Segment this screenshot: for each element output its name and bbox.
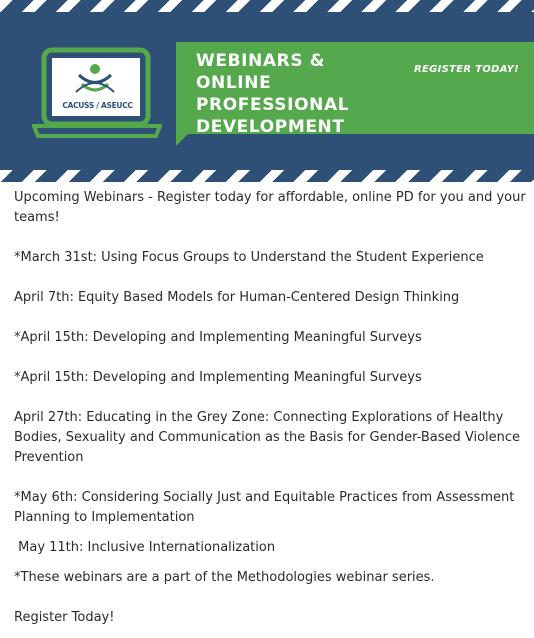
post-body [14, 188, 526, 628]
title-panel-notch [176, 134, 188, 146]
webinar-item: *April 15th: Developing and Implementing Meaningful Surveys [14, 370, 422, 385]
closing-text: Register Today! [14, 610, 115, 625]
series-note: *These webinars are a part of the Methodologies webinar series. [14, 570, 435, 585]
webinar-item: *March 31st: Using Focus Groups to Understand the Student Experience [14, 250, 484, 265]
webinar-item: April 27th: Educating in the Grey Zone: Connecting Explorations of Healthy Bodies, Sexuality and Communication as the Basis for Gender-Based Violence Prevention [14, 410, 521, 465]
webinar-item: May 11th: Inclusive Internationalization [14, 540, 276, 555]
banner-title [196, 50, 396, 138]
banner-title-line-1: WEBINARS & ONLINE [196, 51, 326, 93]
webinar-item: April 7th: Equity Based Models for Human-Centered Design Thinking [14, 290, 460, 305]
bottom-stripe-border [0, 170, 534, 182]
laptop-icon [32, 46, 162, 140]
cacuss-logo-text: CACUSS / ASEUCC [62, 101, 133, 110]
webinar-banner [0, 0, 534, 182]
intro-text: Upcoming Webinars - Register today for affordable, online PD for you and your teams! [14, 190, 526, 225]
top-stripe-border [0, 0, 534, 12]
webinar-item: *April 15th: Developing and Implementing Meaningful Surveys [14, 330, 422, 345]
register-today-cta[interactable]: REGISTER TODAY! [414, 64, 520, 75]
banner-title-line-2: PROFESSIONAL [196, 95, 350, 115]
banner-title-line-3: DEVELOPMENT [196, 117, 345, 137]
webinar-item: *May 6th: Considering Socially Just and Equitable Practices from Assessment Planning to Implementation [14, 490, 515, 525]
